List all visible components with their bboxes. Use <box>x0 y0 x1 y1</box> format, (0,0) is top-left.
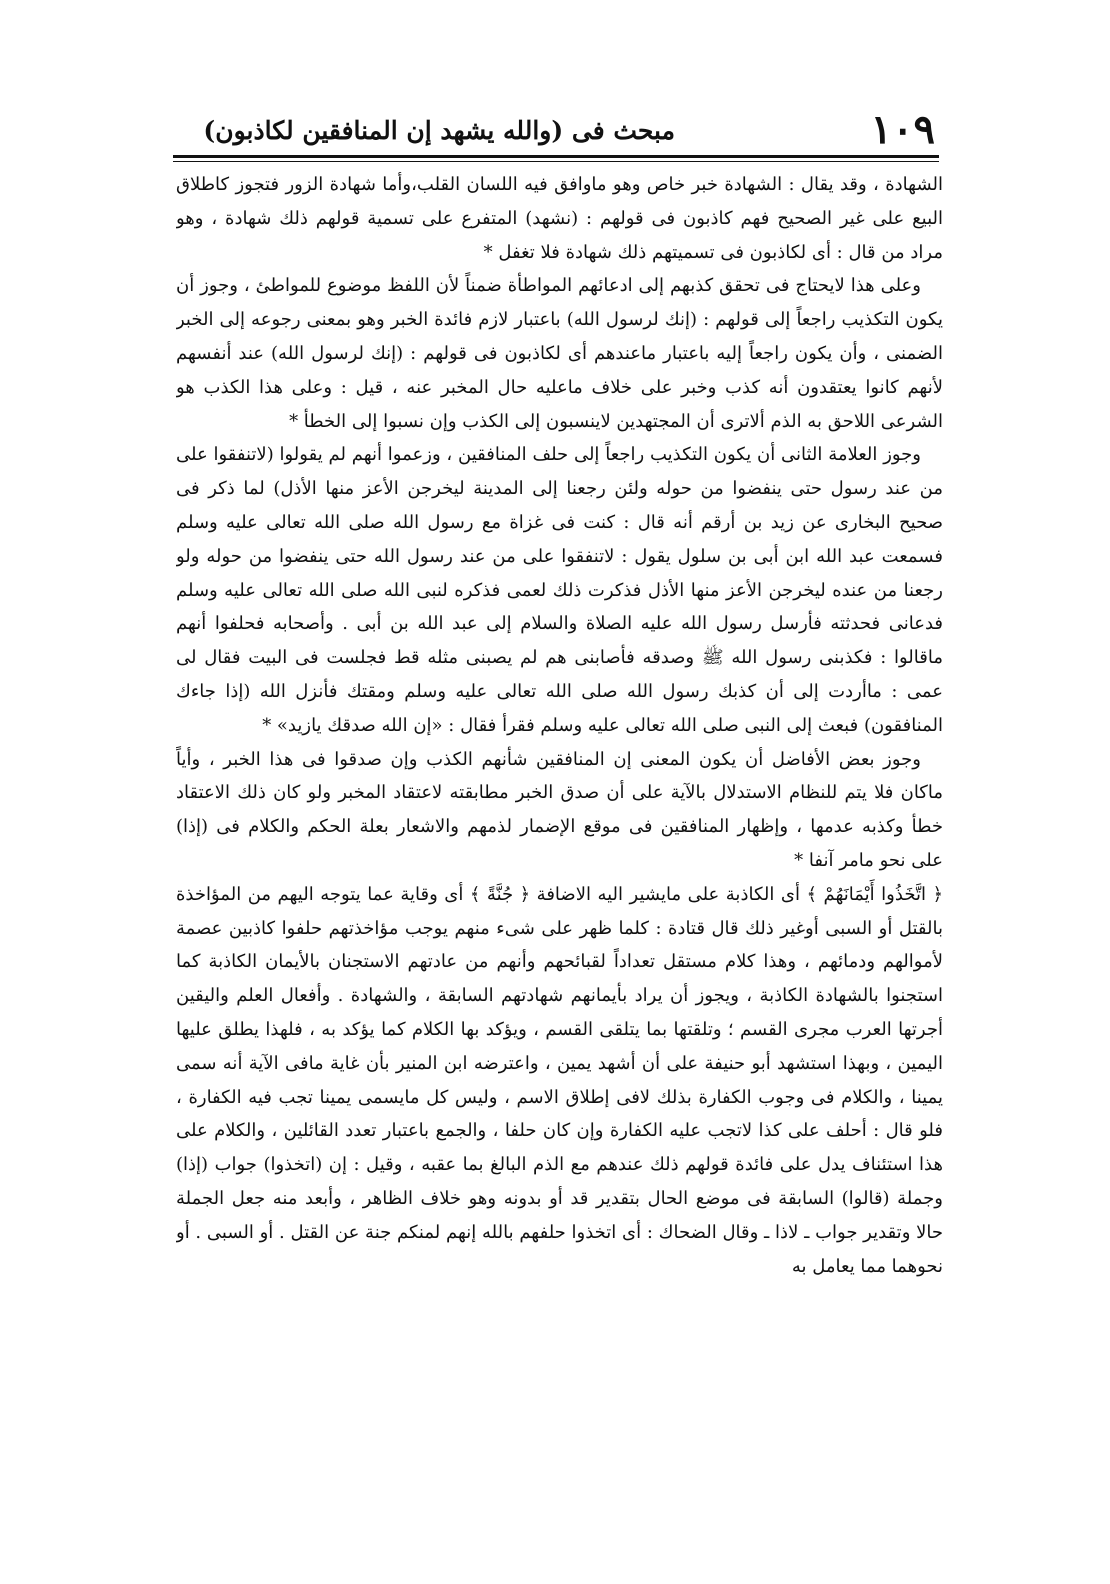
paragraph-3: وجوز العلامة الثانى أن يكون التكذيب راجعاً إلى حلف المنافقين ، وزعموا أنهم لم يقولوا (لاتنفقوا على من عند رسول حتى ينفضوا من حوله ولئن رجعنا إلى المدينة ليخرجن الأعز منها الأذل) لما ذكر فى صحيح البخارى عن زيد بن أرقم أنه قال : كنت فى غزاة مع رسول الله صلى الله تعالى عليه وسلم فسمعت عبد الله ابن أبى بن سلول يقول : لاتنفقوا على من عند رسول الله حتى ينفضوا من حوله ولو رجعنا من عنده ليخرجن الأعز منها الأذل فذكرت ذلك لعمى فذكره لنبى الله صلى الله تعالى عليه وسلم فدعانى فحدثته فأرسل رسول الله عليه الصلاة والسلام إلى عبد الله بن أبى . وأصحابه فحلفوا أنهم ماقالوا : فكذبنى رسول الله ﷺ وصدقه فأصابنى هم لم يصبنى مثله قط فجلست فى البيت فقال لى عمى : ماأردت إلى أن كذبك رسول الله صلى الله تعالى عليه وسلم ومقتك فأنزل الله (إذا جاءك المنافقون) فبعث إلى النبى صلى الله تعالى عليه وسلم فقرأ فقال : «إن الله صدقك يازيد» * <box>176 444 943 736</box>
page-header <box>170 104 935 156</box>
page-number: ١٠٩ <box>870 106 935 153</box>
paragraph-4: وجوز بعض الأفاضل أن يكون المعنى إن المنافقين شأنهم الكذب وإن صدقوا فى هذا الخبر ، وأياً ماكان فلا يتم للنظام الاستدلال بالآية على أن صدق الخبر مطابقته لاعتقاد المخبر ولو كان ذلك الاعتقاد خطأ وكذبه عدمها ، وإظهار المنافقين فى موقع الإضمار لذمهم والاشعار بعلة الحكم والكلام فى (إذا) على نحو مامر آنفا * <box>176 748 943 871</box>
paragraph-2: وعلى هذا لايحتاج فى تحقق كذبهم إلى ادعائهم المواطأة ضمناً لأن اللفظ موضوع للمواطئ ، وجوز أن يكون التكذيب راجعاً إلى قولهم : (إنك لرسول الله) باعتبار لازم فائدة الخبر وهو بمعنى رجوعه إلى الخبر الضمنى ، وأن يكون راجعاً إليه باعتبار ماعندهم أى لكاذبون فى قولهم : (إنك لرسول الله) عند أنفسهم لأنهم كانوا يعتقدون أنه كذب وخبر على خلاف ماعليه حال المخبر عنه ، قيل : وعلى هذا الكذب هو الشرعى اللاحق به الذم ألاترى أن المجتهدين لاينسبون إلى الكذب وإن نسبوا إلى الخطأ * <box>176 275 943 432</box>
header-rule-thick <box>173 155 939 158</box>
running-title: مبحث فى (والله يشهد إن المنافقين لكاذبون) <box>203 116 675 145</box>
header-rule-thin <box>173 161 939 162</box>
paragraph-1: الشهادة ، وقد يقال : الشهادة خبر خاص وهو ماوافق فيه اللسان القلب،وأما شهادة الزور فتجوز كاطلاق البيع على غير الصحيح فهم كاذبون فى قولهم : (نشهد) المتفرع على تسمية قولهم ذلك شهادة ، وهو مراد من قال : أى لكاذبون فى تسميتهم ذلك شهادة فلا تغفل * <box>176 174 943 263</box>
paragraph-5: ﴿ اتَّخَذُوا أَيْمَانَهُمْ ﴾ أى الكاذبة على مايشير اليه الاضافة ﴿ جُنَّةً ﴾ أى وقاية عما يتوجه اليهم من المؤاخذة بالقتل أو السبى أوغير ذلك قال قتادة : كلما ظهر على شىء منهم يوجب مؤاخذتهم حلفوا كاذبين عصمة لأموالهم ودمائهم ، وهذا كلام مستقل تعداداً لقبائحهم وأنهم من عادتهم الاستجنان بالأيمان الكاذبة كما استجنوا بالشهادة الكاذبة ، ويجوز أن يراد بأيمانهم شهادتهم السابقة ، والشهادة . وأفعال العلم واليقين أجرتها العرب مجرى القسم ؛ وتلقتها بما يتلقى القسم ، ويؤكد بها الكلام كما يؤكد به ، فلهذا يطلق عليها اليمين ، وبهذا استشهد أبو حنيفة على أن أشهد يمين ، واعترضه ابن المنير بأن غاية مافى الآية أنه سمى يمينا ، والكلام فى وجوب الكفارة بذلك لافى إطلاق الاسم ، وليس كل مايسمى يمينا تجب فيه الكفارة ، فلو قال : أحلف على كذا لاتجب عليه الكفارة وإن كان حلفا ، والجمع باعتبار تعدد القائلين ، والكلام على هذا استئناف يدل على فائدة قولهم ذلك عندهم مع الذم البالغ بما عقبه ، وقيل : إن (اتخذوا) جواب (إذا) وجملة (قالوا) السابقة فى موضع الحال بتقدير قد أو بدونه وهو خلاف الظاهر ، وأبعد منه جعل الجملة حالا وتقدير جواب ـ لاذا ـ وقال الضحاك : أى اتخذوا حلفهم بالله إنهم لمنكم جنة عن القتل . أو السبى . أو نحوهما مما يعامل به <box>176 883 943 1277</box>
page-body <box>176 168 943 1488</box>
